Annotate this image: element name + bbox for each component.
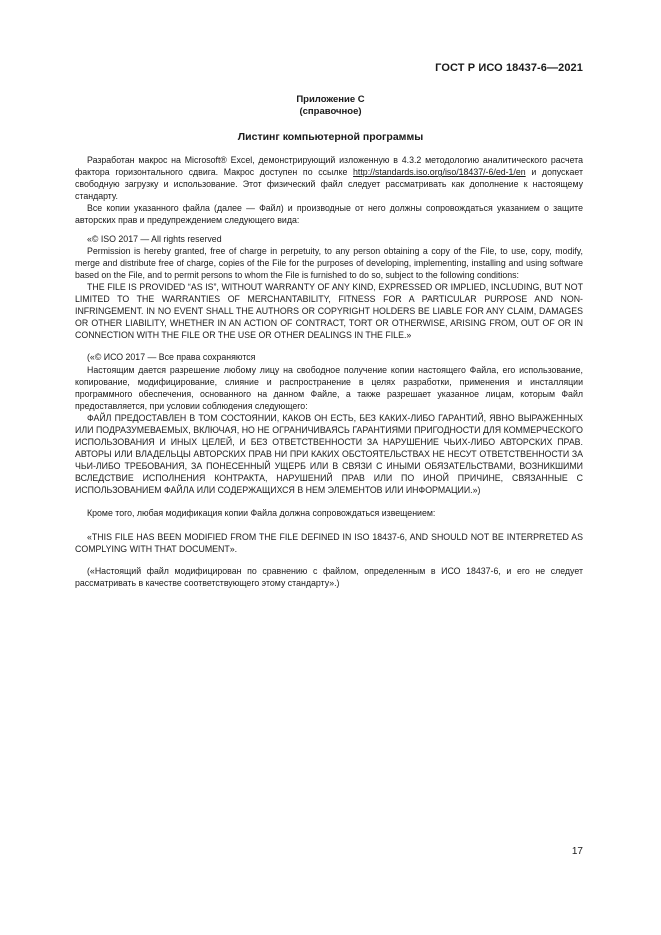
annex-heading — [0, 94, 661, 118]
document-body — [75, 154, 583, 589]
annex-title: Приложение С — [296, 94, 365, 105]
paragraph-ru-permission: Настоящим дается разрешение любому лицу на свободное получение копии настоящего Файла, его использование, копирование, модифицирование, слияние и распространение в целях разработки, применения и инсталляции программного обеспечения, основанного на данном Файле, а также разрешает указанное лицам, которым Файл предоставляется, при условии соблюдения следующего: — [75, 364, 583, 411]
paragraph-copy-notice: Все копии указанного файла (далее — Файл) и производные от него должны сопровождаться указанием о защите авторских прав и предупреждением следующего вида: — [75, 203, 583, 226]
spacer — [75, 519, 583, 531]
section-heading: Листинг компьютерной программы — [237, 131, 424, 143]
spacer — [75, 497, 583, 507]
paragraph-ru-copyright: («© ИСО 2017 — Все права сохраняются — [87, 352, 256, 363]
spacer — [75, 341, 583, 351]
macro-download-link[interactable]: http://standards.iso.org/iso/18437/-6/ed-1/en — [353, 167, 526, 178]
page-number: 17 — [571, 846, 583, 857]
paragraph-en-disclaimer: THE FILE IS PROVIDED “AS IS”, WITHOUT WARRANTY OF ANY KIND, EXPRESSED OR IMPLIED, INCLUDING, BUT NOT LIMITED TO THE WARRANTIES OF MERCHANTABILITY, FITNESS FOR A PARTICULAR PURPOSE AND NON-INFRINGEMENT. IN NO EVENT SHALL THE AUTHORS OR COPYRIGHT HOLDERS BE LIABLE FOR ANY CLAIM, DAMAGES OR OTHER LIABILITY, WHETHER IN AN ACTION OF CONTRACT, TORT OR OTHERWISE, ARISING FROM, OUT OF OR IN CONNECTION WITH THE FILE OR THE USE OR OTHER DEALINGS IN THE FILE.» — [75, 281, 583, 341]
paragraph-text: и допускает свободную загрузку и использование. Этот физический файл следует рассматривать как дополнение к настоящему стандарту. — [75, 167, 583, 202]
paragraph-ru-disclaimer: ФАЙЛ ПРЕДОСТАВЛЕН В ТОМ СОСТОЯНИИ, КАКОВ ОН ЕСТЬ, БЕЗ КАКИХ-ЛИБО ГАРАНТИЙ, ЯВНО ВЫРАЖЕННЫХ ИЛИ ПОДРАЗУМЕВАЕМЫХ, ВКЛЮЧАЯ, НО НЕ ОГРАНИЧИВАЯСЬ ГАРАНТИЯМИ ПРИГОДНОСТИ ДЛЯ КОММЕРЧЕСКОГО ИСПОЛЬЗОВАНИЯ И ИНЫХ ЦЕЛЕЙ, И БЕЗ ОТВЕТСТВЕННОСТИ ЗА НАРУШЕНИЕ ЧЬИХ-ЛИБО АВТОРСКИХ ПРАВ. АВТОРЫ ИЛИ ВЛАДЕЛЬЦЫ АВТОРСКИХ ПРАВ НИ ПРИ КАКИХ ОБСТОЯТЕЛЬСТВАХ НЕ НЕСУТ ОТВЕТСТВЕННОСТИ ЗА ЧЬИ-ЛИБО ТРЕБОВАНИЯ, ЗА ПОНЕСЕННЫЙ УЩЕРБ ИЛИ В СВЯЗИ С ИНЫМИ ОБЯЗАТЕЛЬСТВАМИ, ВОЗНИКШИМИ ВСЛЕДСТВИЕ ИСПОЛНЕНИЯ КОНТРАКТА, НАРУШЕНИЙ ПРАВ ИЛИ ПО ИНОЙ ПРИЧИНЕ, СВЯЗАННЫЕ С ИСПОЛЬЗОВАНИЕМ ФАЙЛА ИЛИ СОДЕРЖАЩИХСЯ В НЕМ ЭЛЕМЕНТОВ ИЛИ ИНФОРМАЦИИ.») — [75, 412, 583, 496]
paragraph-macro-description — [75, 154, 583, 202]
paragraph-en-copyright: «© ISO 2017 — All rights reserved — [87, 233, 222, 244]
standard-id: ГОСТ Р ИСО 18437-6—2021 — [435, 62, 583, 74]
paragraph-modification-intro: Кроме того, любая модификация копии Файла должна сопровождаться извещением: — [87, 507, 436, 518]
paragraph-en-permission: Permission is hereby granted, free of charge in perpetuity, to any person obtaining a copy of the File, to use, copy, modify, merge and distribute free of charge, copies of the File for the purposes of developing, implementing, installing and using software based on the File, and to permit persons to whom the File is furnished to do so, subject to the following conditions: — [75, 245, 583, 280]
spacer — [75, 555, 583, 565]
annex-subtitle: (справочное) — [299, 106, 362, 117]
paragraph-ru-modified-notice: («Настоящий файл модифицирован по сравнению с файлом, определенным в ИСО 18437-6, и его не следует рассматривать в качестве соответствующего этому стандарту».) — [75, 565, 583, 588]
paragraph-en-modified-notice: «THIS FILE HAS BEEN MODIFIED FROM THE FILE DEFINED IN ISO 18437-6, AND SHOULD NOT BE INTERPRETED AS COMPLYING WITH THAT DOCUMENT». — [75, 531, 583, 554]
paragraph-text: Разработан макрос на Microsoft® Excel, демонстрирующий изложенную в 4.3.2 методологию аналитического расчета фактора горизонтального сдвига. Макрос доступен по ссылке — [75, 155, 583, 178]
